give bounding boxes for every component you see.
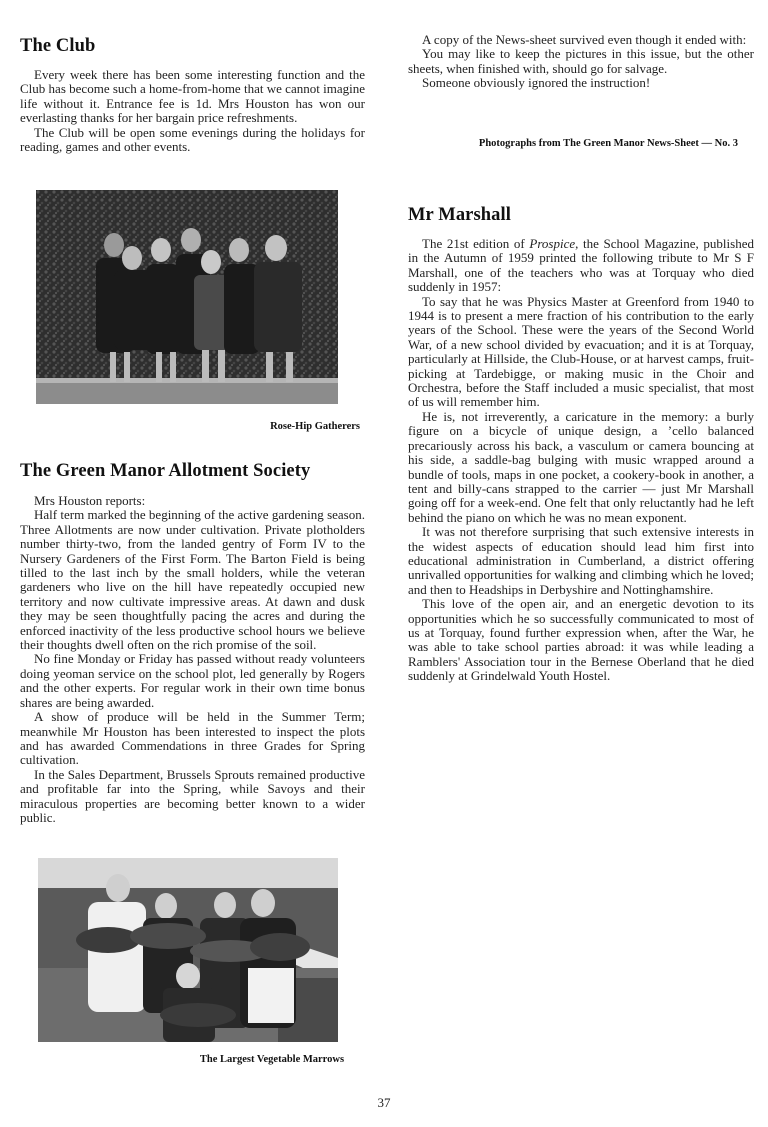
club-body bbox=[20, 68, 365, 154]
rose-hip-gatherers-image bbox=[36, 190, 338, 404]
photo-rose-hip-gatherers bbox=[36, 190, 338, 404]
club-heading: The Club bbox=[20, 36, 96, 56]
allotment-paragraph: Mrs Houston reports: bbox=[34, 493, 146, 508]
photo-largest-vegetable-marrows bbox=[38, 858, 338, 1042]
marshall-paragraph: He is, not irreverently, a caricature in the memory: a burly figure on a bicycle of unique design, a ’cello balanced precariously across his back, a vasculum or camera bouncing at his side, a saddle-bag bulging with music wrapped around a bundle of tools, maps in one pocket, a cookery-book in another, a tent and billy-cans strapped to the carrier — just Mr Marshall going off for a week-end. One felt that only reluctantly had he left behind the piano on which he was no mean exponent. bbox=[408, 408, 754, 525]
allotment-paragraph: Half term marked the beginning of the active gardening season. Three Allotments are now under cultivation. Private plotholders number thirty-two, from the landed gentry of Form IV to the Nursery Gardeners of the First Form. The Barton Field is being tilled to the last inch by the small holders, while the veteran gardeners who live on the hill have repeatedly occupied new territory and now cultivate impressive areas. At dawn and dusk they may be seen thoughtfully pacing the acres and during the enforced inactivity of the less productive school hours we believe their thoughts dwell often on the rich promise of the soil. bbox=[20, 507, 365, 653]
marshall-body bbox=[408, 237, 754, 684]
marshall-paragraph: This love of the open air, and an energetic devotion to its opportunities which he so successfully communicated to most of us at Torquay, found further expression when, after the War, he was able to take school parties abroad: it was while leading a Ramblers' Association tour in the Bernese Oberland that he died suddenly at Grindelwald Youth Hostel. bbox=[408, 596, 754, 684]
marshall-heading: Mr Marshall bbox=[408, 205, 512, 225]
allotment-paragraph: No fine Monday or Friday has passed without ready volunteers doing yeoman service on the school plot, led generally by Rogers and the other experts. For regular work in their own time bonus shares are being awarded. bbox=[20, 651, 365, 710]
marshall-paragraph: It was not therefore surprising that such extensive interests in the widest aspects of education should lead him first into educational administration in Cumberland, a district offering unrivalled opportunities for walking and climbing which he loved; and then to Headships in Derbyshire and Nottinghamshire. bbox=[408, 524, 754, 597]
allotment-heading: The Green Manor Allotment Society bbox=[20, 461, 311, 481]
newssheet-paragraph: Someone obviously ignored the instruction! bbox=[422, 75, 651, 91]
photographs-source-caption: Photographs from The Green Manor News-Sheet — No. 3 bbox=[478, 138, 738, 149]
prospice-title: Prospice bbox=[529, 236, 576, 251]
club-paragraph: Every week there has been some interesting function and the Club has become such a home-from-home that we cannot imagine life without it. Entrance fee is 1d. Mrs Houston has won our everlasting thanks for her bargain price refreshments. bbox=[20, 67, 365, 126]
club-paragraph: The Club will be open some evenings during the holidays for reading, games and other events. bbox=[20, 124, 365, 155]
page-number: 37 bbox=[377, 1095, 391, 1110]
allotment-paragraph: A show of produce will be held in the Summer Term; meanwhile Mr Houston has been interested to inspect the plots and has awarded Commendations in three Grades for Spring cultivation. bbox=[20, 709, 365, 768]
newssheet-body bbox=[408, 33, 754, 91]
intro-text: , the School Magazine, published in the Autumn of 1959 printed the following tribute to Mr S F Marshall, one of the teachers who was at Torquay who died suddenly in 1957: bbox=[408, 236, 754, 295]
allotment-paragraph: In the Sales Department, Brussels Sprouts remained productive and profitable far into the Spring, while Savoys and their miraculous properties are becoming better known to a wider public. bbox=[20, 766, 365, 825]
vegetable-marrows-image bbox=[38, 858, 338, 1042]
intro-text: The 21st edition of bbox=[422, 236, 530, 251]
rose-hip-gatherers-caption: Rose-Hip Gatherers bbox=[270, 421, 360, 432]
newssheet-paragraph: A copy of the News-sheet survived even though it ended with: bbox=[422, 32, 747, 47]
marshall-intro-paragraph bbox=[408, 237, 754, 295]
allotment-body bbox=[20, 494, 365, 825]
marshall-paragraph: To say that he was Physics Master at Greenford from 1940 to 1944 is to present a mere fraction of his contribution to the early years of the School. These were the years of the Second World War, of a new school divided by evacuation; and it is at Torquay, particularly at Hillside, the Club-House, or at harvest camps, fruit-picking at Tardebigge, or making music in the Choir and Orchestra, before the Staff included a music specialist, that most of us will remember him. bbox=[408, 293, 754, 410]
vegetable-marrows-caption: The Largest Vegetable Marrows bbox=[199, 1054, 345, 1065]
newssheet-paragraph: You may like to keep the pictures in this issue, but the other sheets, when finished with, should go for salvage. bbox=[408, 46, 754, 76]
